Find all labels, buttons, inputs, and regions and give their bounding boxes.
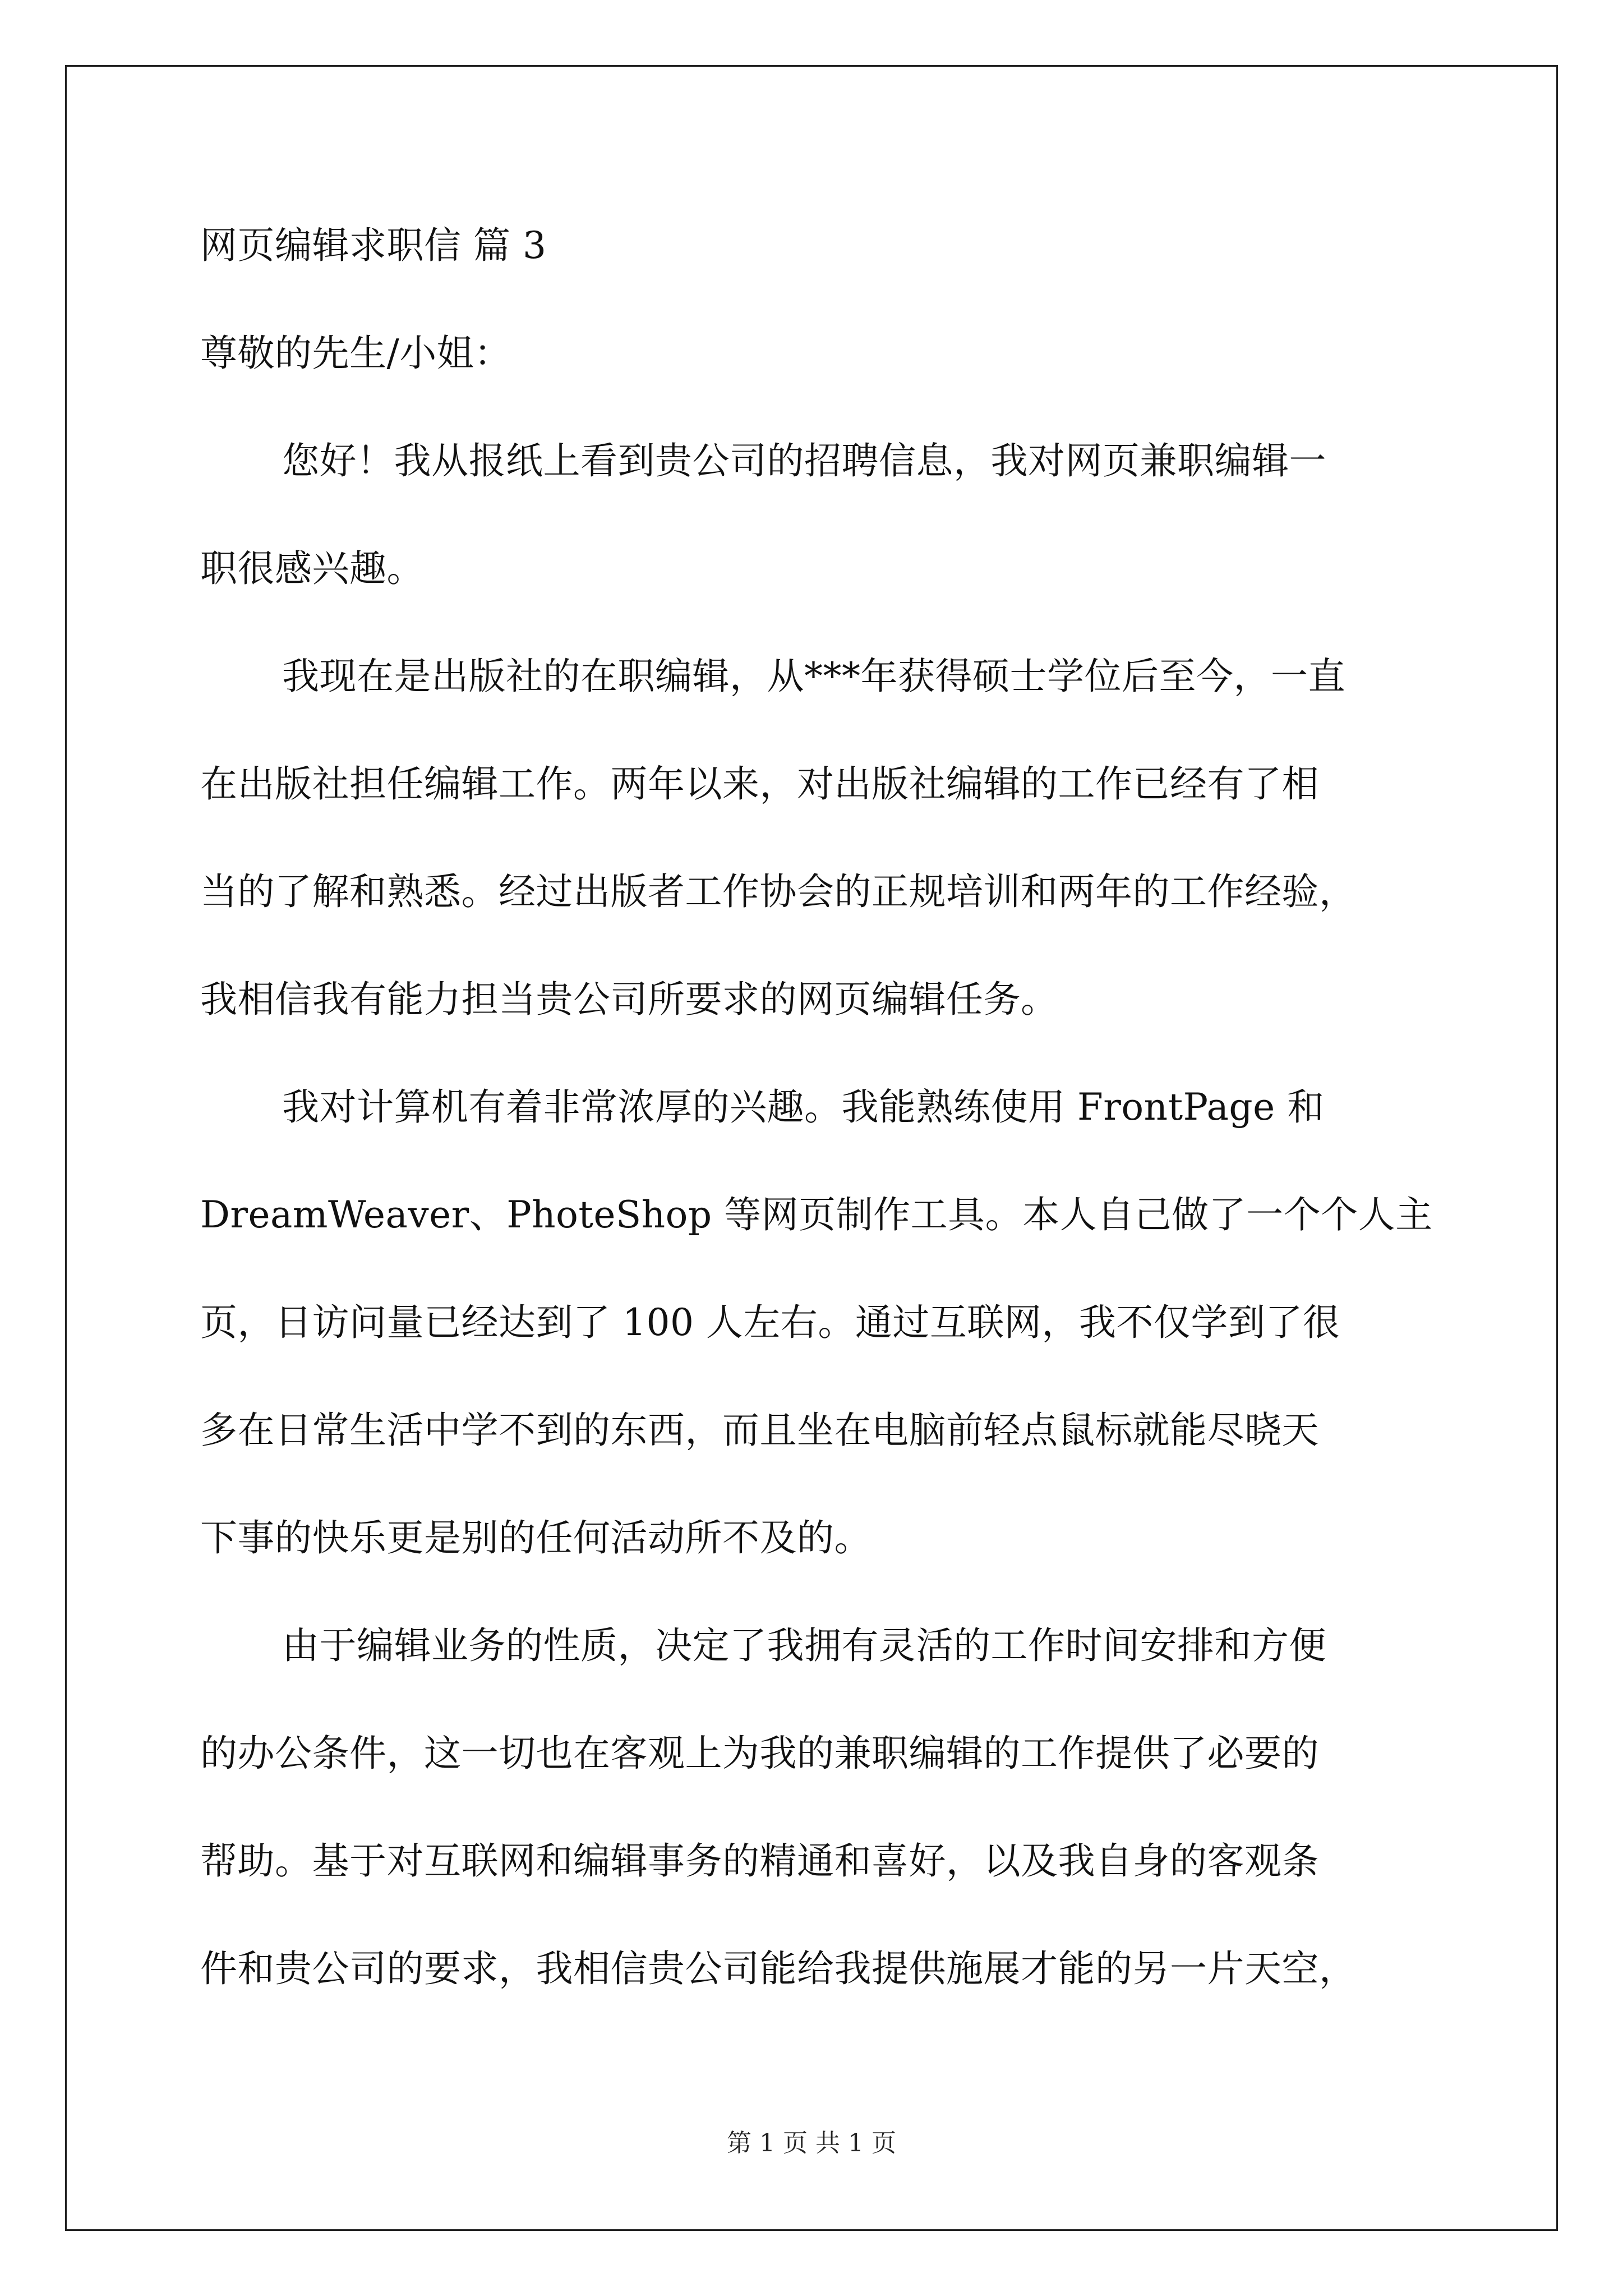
paragraph-line: 在出版社担任编辑工作。两年以来，对出版社编辑的工作已经有了相: [200, 762, 1319, 806]
paragraph-line: 我对计算机有着非常浓厚的兴趣。我能熟练使用 FrontPage 和: [282, 1085, 1325, 1129]
paragraph-line: 由于编辑业务的性质，决定了我拥有灵活的工作时间安排和方便: [282, 1624, 1326, 1667]
paragraph-1: [200, 439, 1428, 590]
salutation: 尊敬的先生/小姐：: [200, 332, 511, 375]
paragraph-2: [200, 655, 1428, 1021]
paragraph-4: [200, 1624, 1428, 1990]
paragraph-line: 的办公条件，这一切也在客观上为我的兼职编辑的工作提供了必要的: [200, 1732, 1319, 1775]
paragraph-line: 帮助。基于对互联网和编辑事务的精通和喜好，以及我自身的客观条: [200, 1839, 1319, 1883]
paragraph-line: 您好！我从报纸上看到贵公司的招聘信息，我对网页兼职编辑一: [282, 439, 1326, 482]
paragraph-line: 下事的快乐更是别的任何活动所不及的。: [200, 1516, 872, 1559]
paragraph-line: 多在日常生活中学不到的东西，而且坐在电脑前轻点鼠标就能尽晓天: [200, 1409, 1319, 1452]
page-footer: [0, 2131, 1623, 2156]
document-body: [200, 224, 1433, 1990]
paragraph-line: 我相信我有能力担当贵公司所要求的网页编辑任务。: [200, 978, 1058, 1021]
paragraph-line: 我现在是出版社的在职编辑，从***年获得硕士学位后至今，一直: [282, 655, 1345, 698]
paragraph-line: 职很感兴趣。: [200, 547, 424, 590]
paragraph-line: DreamWeaver、PhoteShop 等网页制作工具。本人自己做了一个个人主: [200, 1193, 1433, 1236]
paragraph-3: [200, 1085, 1433, 1559]
document-title: 网页编辑求职信 篇 3: [200, 224, 547, 267]
paragraph-line: 页，日访问量已经达到了 100 人左右。通过互联网，我不仅学到了很: [200, 1301, 1340, 1344]
paragraph-line: 件和贵公司的要求，我相信贵公司能给我提供施展才能的另一片天空，: [200, 1947, 1357, 1990]
paragraph-line: 当的了解和熟悉。经过出版者工作协会的正规培训和两年的工作经验，: [200, 870, 1357, 913]
page-indicator: 第 1 页 共 1 页: [727, 2129, 896, 2157]
